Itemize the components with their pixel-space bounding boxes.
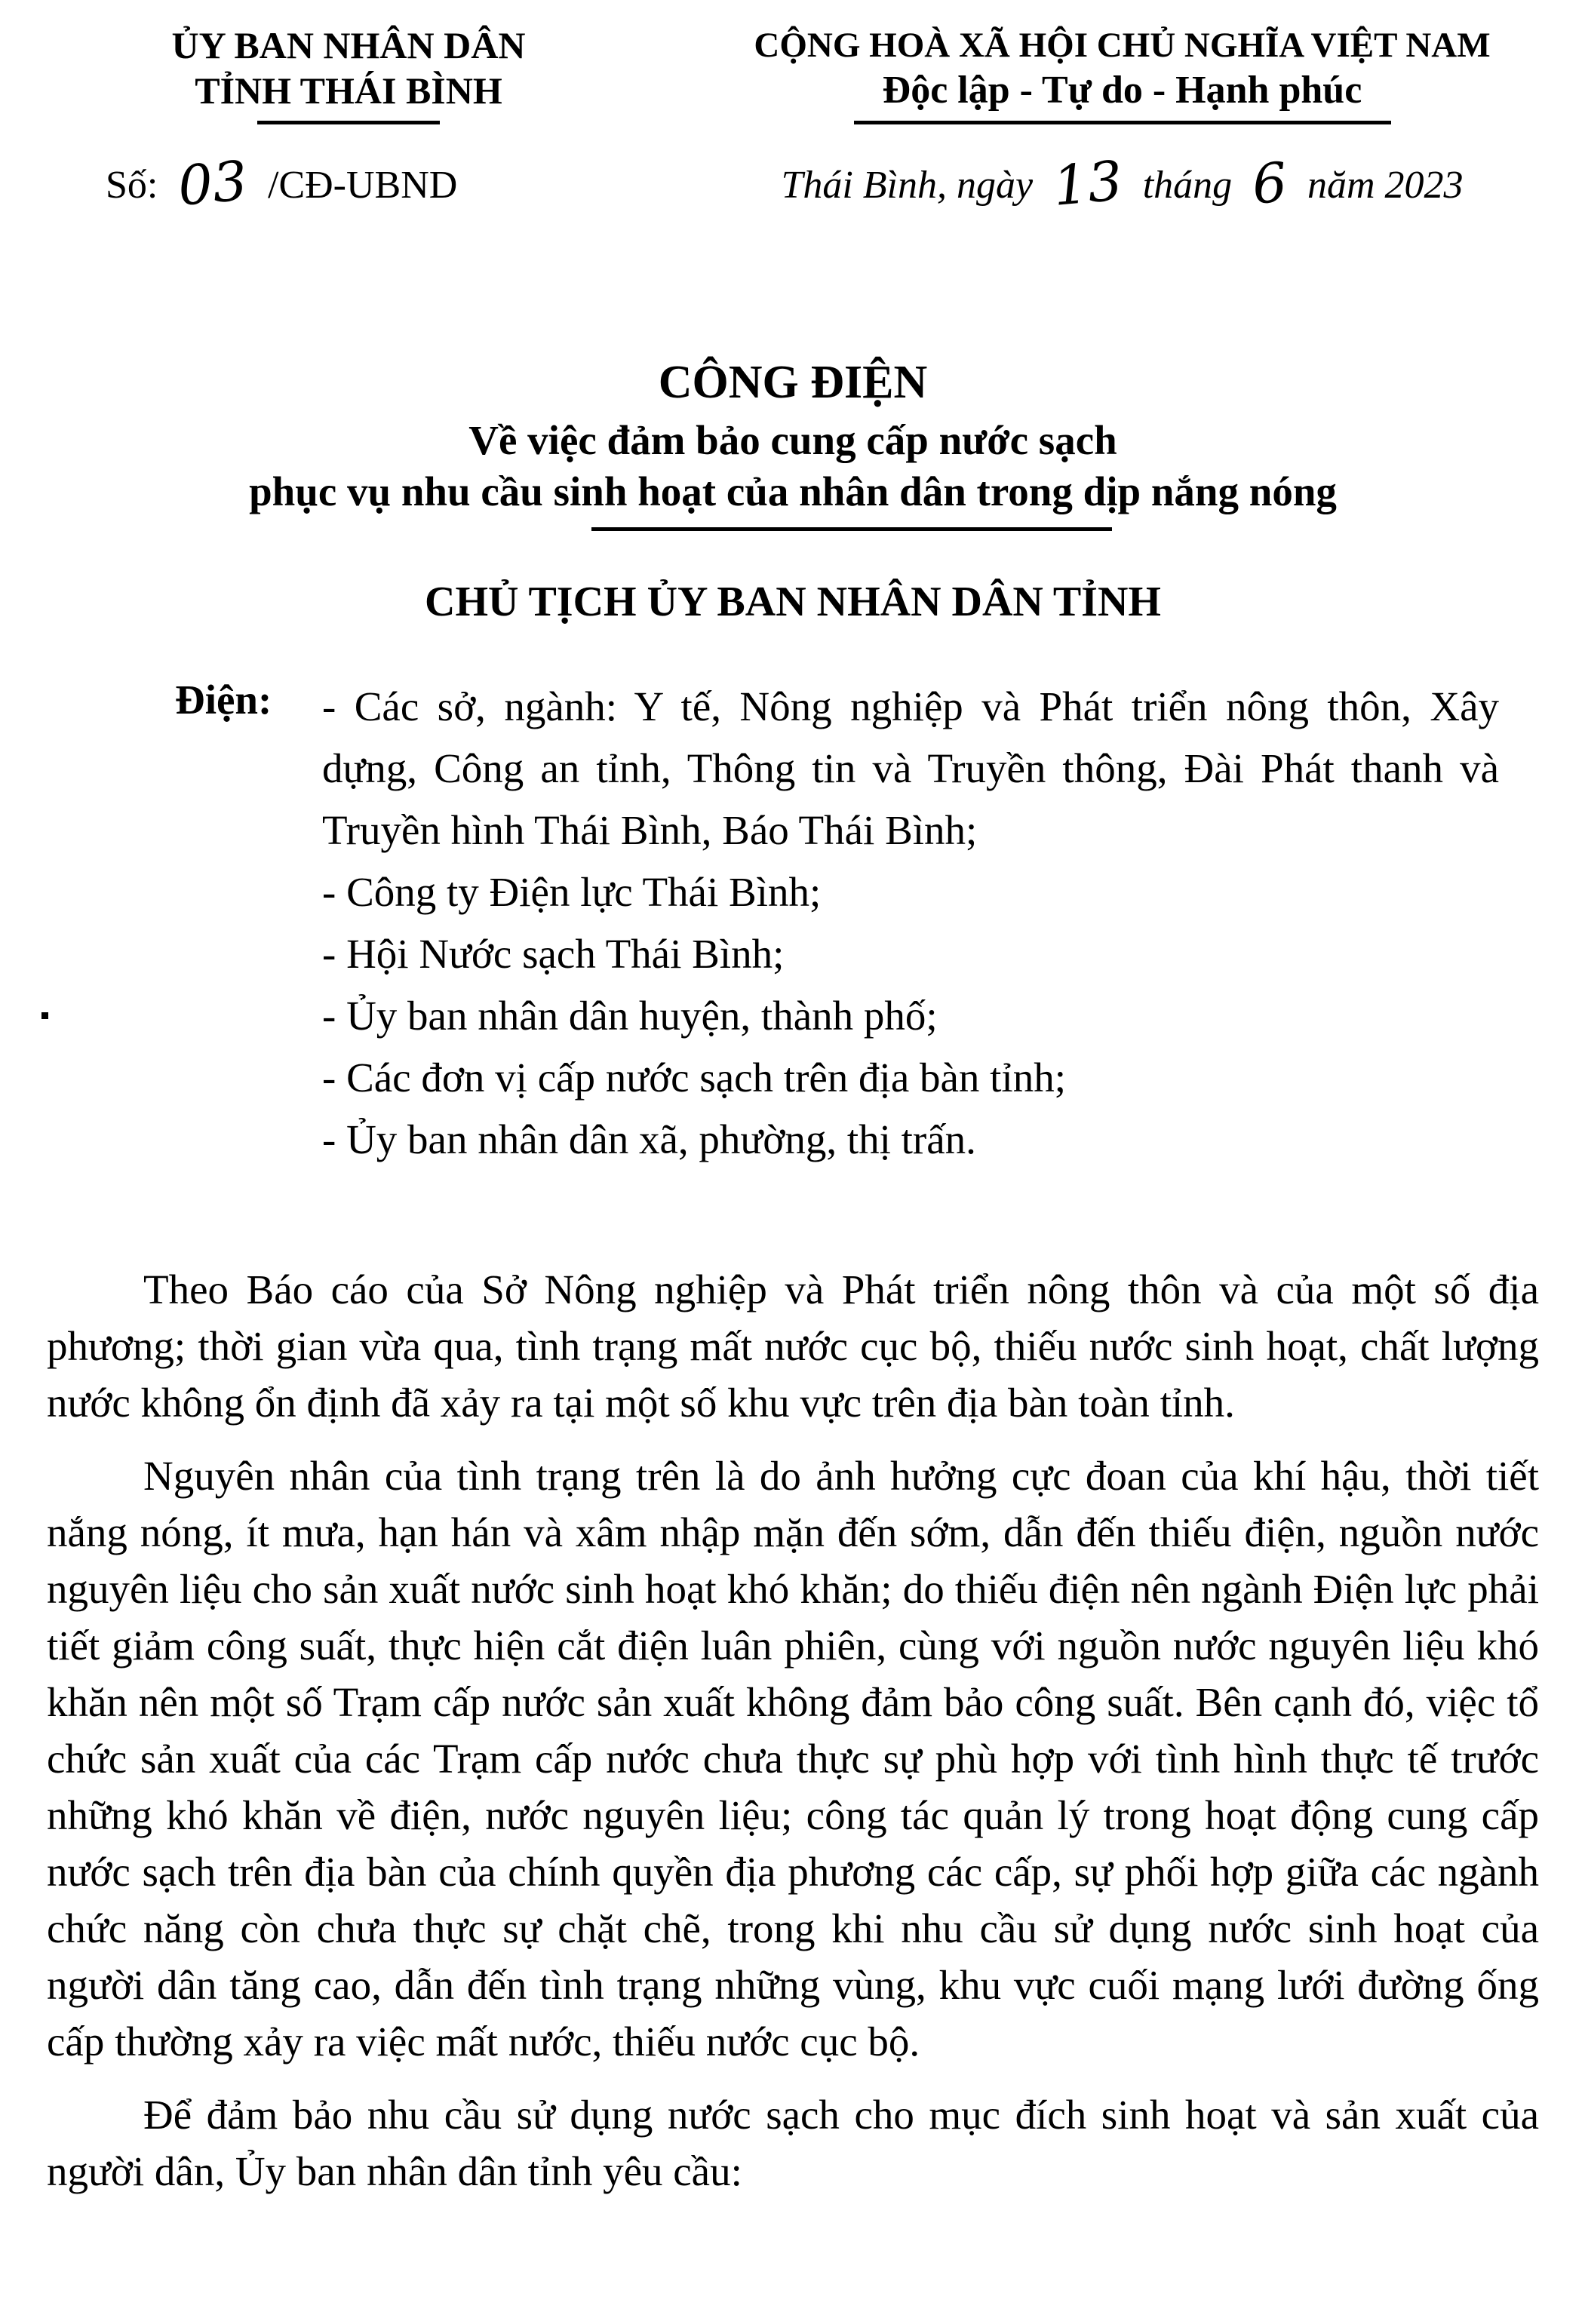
document-subject-line2: phục vụ nhu cầu sinh hoạt của nhân dân trong dịp nắng nóng — [249, 468, 1337, 514]
national-motto-line: Độc lập - Tự do - Hạnh phúc — [882, 69, 1362, 112]
dateline-place-and-day-label: Thái Bình, ngày — [781, 164, 1034, 207]
document-body — [47, 1261, 1539, 2200]
document-number-handwritten: 03 — [175, 149, 250, 218]
dateline-month-label: tháng — [1142, 164, 1233, 207]
body-paragraph: Theo Báo cáo của Sở Nông nghiệp và Phát triển nông thôn và của một số địa phương; thời gian vừa qua, tình trạng mất nước cục bộ, thiếu nước sinh hoạt, chất lượng nước không ổn định đã xảy ra tại một số khu vực trên địa bàn toàn tỉnh. — [47, 1266, 1539, 1426]
dateline-month-handwritten: 6 — [1249, 150, 1290, 216]
recipient-item: - Ủy ban nhân dân xã, phường, thị trấn. — [322, 1116, 976, 1162]
recipients-label: Điện: — [175, 677, 272, 723]
document-subject-line1: Về việc đảm bảo cung cấp nước sạch — [468, 417, 1117, 463]
recipient-item: - Công ty Điện lực Thái Bình; — [322, 869, 822, 915]
issuing-authority-underline — [257, 121, 440, 124]
recipient-item: - Các sở, ngành: Y tế, Nông nghiệp và Phát triển nông thôn, Xây dựng, Công an tỉnh, Thông tin và Truyền thông, Đài Phát thanh và Truyền hình Thái Bình, Báo Thái Bình; — [322, 683, 1499, 853]
dateline-day-handwritten: 13 — [1050, 149, 1126, 218]
document-meta-row — [47, 149, 1539, 218]
document-number-suffix: /CĐ-UBND — [268, 164, 458, 207]
document-number — [47, 149, 650, 218]
national-motto-block — [705, 23, 1539, 124]
document-dateline — [705, 149, 1539, 218]
issuing-authority-block — [47, 23, 650, 124]
recipients-list — [322, 676, 1499, 1171]
document-header — [47, 23, 1539, 124]
issuing-authority-line2: TỈNH THÁI BÌNH — [195, 69, 502, 112]
dateline-year-label: năm 2023 — [1307, 164, 1464, 207]
recipient-item: - Hội Nước sạch Thái Bình; — [322, 931, 785, 977]
issuing-authority-line1: ỦY BAN NHÂN DÂN — [171, 24, 526, 66]
document-title-block — [47, 355, 1539, 531]
document-number-prefix: Số: — [106, 164, 158, 207]
recipient-item: - Các đơn vị cấp nước sạch trên địa bàn tỉnh; — [322, 1055, 1066, 1101]
recipient-item: - Ủy ban nhân dân huyện, thành phố; — [322, 993, 938, 1039]
recipients-section — [47, 676, 1539, 1171]
body-paragraph: Nguyên nhân của tình trạng trên là do ảnh hưởng cực đoan của khí hậu, thời tiết nắng nóng, ít mưa, hạn hán và xâm nhập mặn đến sớm, dẫn đến thiếu điện, nguồn nước nguyên liệu cho sản xuất nước sinh hoạt khó khăn; do thiếu điện nên ngành Điện lực phải tiết giảm công suất, thực hiện cắt điện luân phiên, cùng với nguồn nước nguyên liệu khó khăn nên một số Trạm cấp nước sản xuất không đảm bảo công suất. Bên cạnh đó, việc tổ chức sản xuất của các Trạm cấp nước chưa thực sự phù hợp với tình hình thực tế trước những khó khăn về điện, nước nguyên liệu; công tác quản lý trong hoạt động cung cấp nước sạch trên địa bàn của chính quyền địa phương các cấp, sự phối hợp giữa các ngành chức năng còn chưa thực sự chặt chẽ, trong khi nhu cầu sử dụng nước sinh hoạt của người dân tăng cao, dẫn đến tình trạng những vùng, khu vực cuối mạng lưới đường ống cấp thường xảy ra việc mất nước, thiếu nước cục bộ. — [47, 1453, 1539, 2065]
national-motto-underline — [854, 121, 1391, 124]
document-type-title: CÔNG ĐIỆN — [658, 357, 928, 408]
body-paragraph: Để đảm bảo nhu cầu sử dụng nước sạch cho mục đích sinh hoạt và sản xuất của người dân, Ủy ban nhân dân tỉnh yêu cầu: — [47, 2092, 1539, 2194]
national-title-line: CỘNG HOÀ XÃ HỘI CHỦ NGHĨA VIỆT NAM — [754, 26, 1491, 65]
issuer-heading: CHỦ TỊCH ỦY BAN NHÂN DÂN TỈNH — [425, 579, 1161, 625]
title-underline — [591, 527, 1112, 531]
